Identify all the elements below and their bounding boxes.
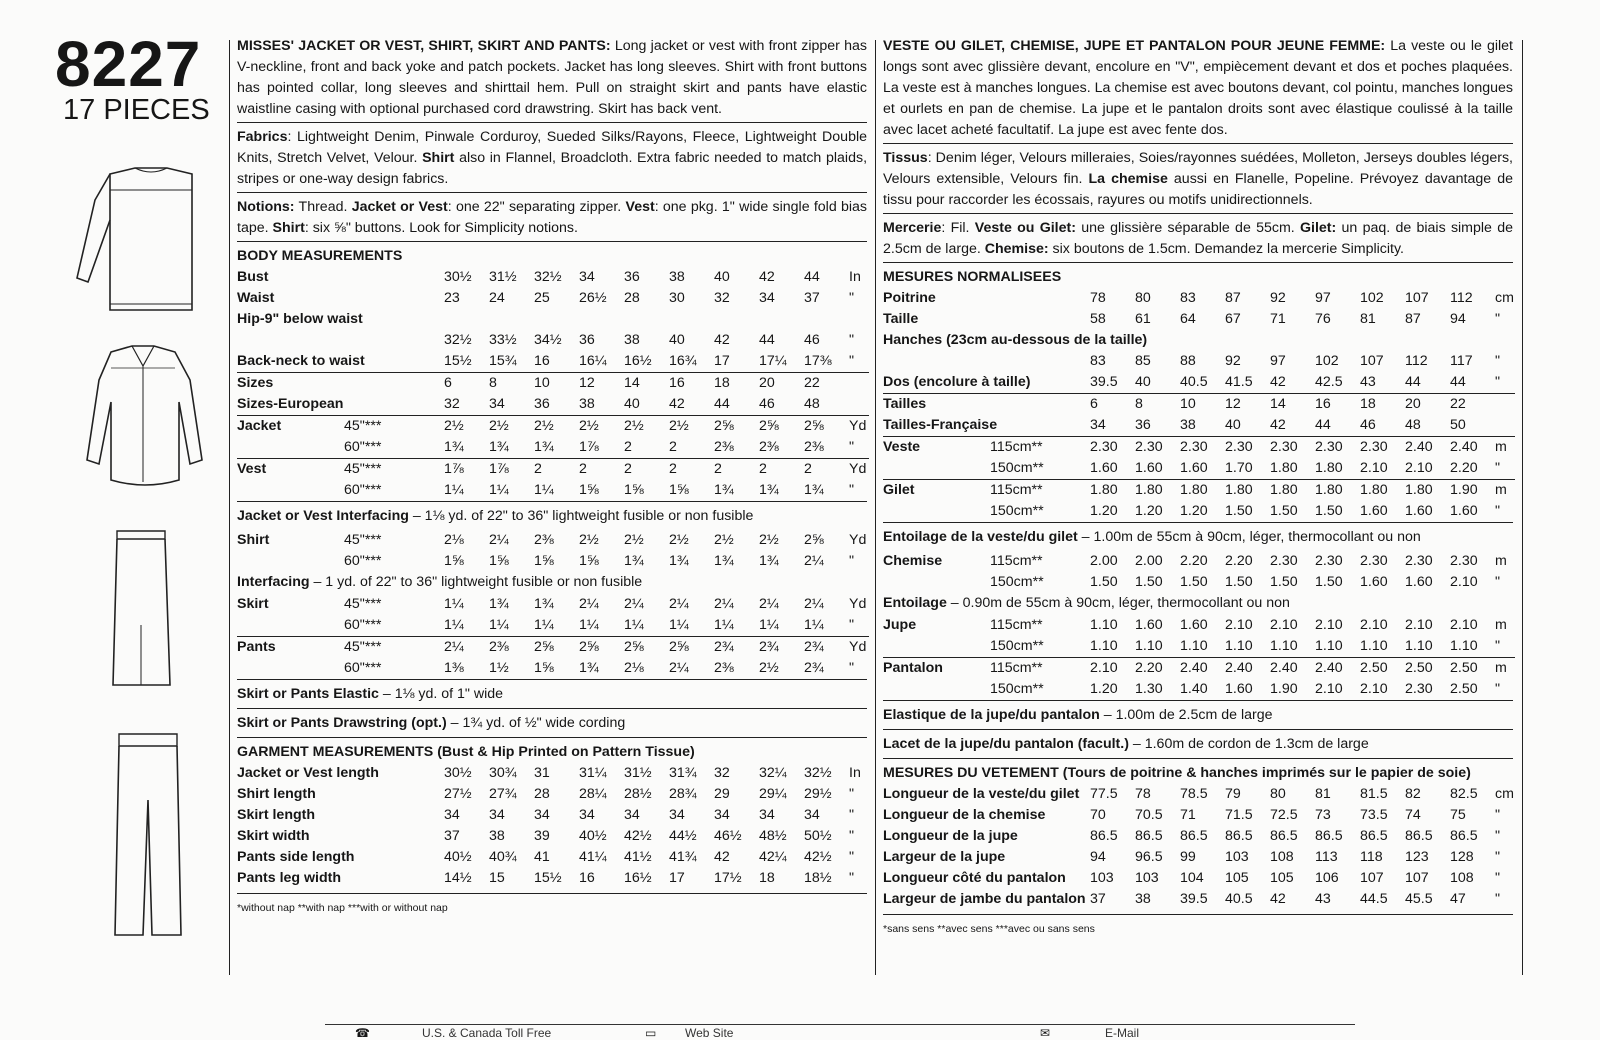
vest-row-b: 150cm** 1.20 1.20 1.20 1.50 1.50 1.50 1.60 1.60 1.60 " [990,503,1501,519]
notions-text-2-fr: une glissière séparable de 55cm. [1075,220,1300,236]
shirtlen-row: Longueur de la chemise 70 70.5 71 71.5 72.5 73 73.5 74 75 " [883,807,1501,823]
description-title-fr: VESTE OU GILET, CHEMISE, JUPE ET PANTALON POUR JEUNE FEMME: [883,38,1386,54]
fabrics-shirt: Shirt [422,150,455,166]
middle-rule [875,40,876,975]
description-fr [883,36,1513,144]
body-heading: BODY MEASUREMENTS [237,241,867,267]
waist-row: Taille 58 61 64 67 71 76 81 87 94 " [883,311,1501,327]
notions-text-4: : six ⅝" buttons. Look for Simplicity notions. [304,220,578,236]
english-column [237,36,867,919]
pants-row-b: 60"*** 1⅜ 1½ 1⅝ 1¾ 2⅛ 2¼ 2⅜ 2½ 2¾ " [344,660,855,676]
skirt-sketch [55,525,225,695]
fabrics-fr [883,148,1513,214]
skirtw-row: Skirt width 37 38 39 40½ 42½ 44½ 46½ 48½ 50½ " [237,828,855,844]
skirt-pants-table [237,594,869,679]
fabrics-en [237,127,867,193]
body-and-yardage-table [237,267,869,501]
tollfree-label: U.S. & Canada Toll Free [422,1026,552,1040]
hip-row: 32½ 33½ 34½ 36 38 40 42 44 46 " [444,332,855,348]
pants-row-a: Pantalon 115cm** 2.10 2.20 2.40 2.40 2.40 2.40 2.50 2.50 2.50 m [883,658,1515,680]
vest-row-b: 60"*** 1¼ 1¼ 1¼ 1⅝ 1⅝ 1⅝ 1¾ 1¾ 1¾ " [344,482,855,498]
pants-row-a: Pants 45"*** 2¼ 2⅜ 2⅝ 2⅝ 2⅝ 2⅝ 2¾ 2¾ 2¾ Yd [237,637,869,659]
notions-jv: Jacket or Vest [351,199,448,215]
computer-icon: ▭ [645,1026,657,1040]
jacket-row-a: Veste 115cm** 2.30 2.30 2.30 2.30 2.30 2.30 2.30 2.40 2.40 m [883,437,1515,459]
fabrics-label-fr: Tissus [883,150,928,166]
description-title: MISSES' JACKET OR VEST, SHIRT, SKIRT AND PANTS: [237,38,611,54]
garment-table [883,784,1515,910]
jacket-row-b: 150cm** 1.60 1.60 1.60 1.70 1.80 1.80 2.10 2.10 2.20 " [990,460,1501,476]
pside-row: Pants side length 40½ 40¾ 41 41¼ 41½ 41¾ 42 42¼ 42½ " [237,849,855,865]
jacket-row-a: Jacket 45"*** 2½ 2½ 2½ 2½ 2½ 2½ 2⅝ 2⅝ 2⅝ Yd [237,416,869,438]
footnote: *sans sens **avec sens ***avec ou sans sens [883,914,1513,940]
shirt-row-b: 60"*** 1⅝ 1⅝ 1⅝ 1⅝ 1¾ 1¾ 1¾ 1¾ 2¼ " [344,553,855,569]
notions-text-2: : one 22" separating zipper. [447,199,626,215]
pattern-number: 8227 [55,28,202,100]
notions-text-3-fr: un paq. de biais simple de 2.5cm de large. [883,220,1513,257]
notions-text: Thread. [294,199,352,215]
description-body: Long jacket or vest with front zipper has V-neckline, front and back yoke and patch pockets. Jacket has long sleeves. Shirt with front buttons has pointed collar, long sleeves and shirttail hem. Pull on straight skirt and pants have elastic waistline casing with optional purchased cord drawstring. Skirt has back vent. [237,38,867,117]
skirt-row-a: Jupe 115cm** 1.10 1.60 1.60 2.10 2.10 2.10 2.10 2.10 2.10 m [883,617,1507,633]
skirt-pants-table [883,615,1515,700]
fabrics-text-2-fr: aussi en Flanelle, Popeline. Prévoyez davantage de tissu pour raccorder les écossais, rayures ou motifs unidirectionnels. [883,171,1513,208]
notions-shirt-fr: Chemise: [984,241,1049,257]
description-en [237,36,867,123]
elastic-line: Elastique de la jupe/du pantalon – 1.00m de 2.5cm de large [883,700,1513,729]
description-body-fr: La veste ou le gilet longs sont avec glissière devant, encolure en "V", empiècement devant et dos et poches plaquées. La veste est à manches longues. La chemise est avec boutons devant, col pointu, manches longues et ourlets en pan de chemise. La jupe et le pantalon droits sont avec élastique coulissé à la taille avec lacet acheté facultatif. La jupe est avec fente dos. [883,38,1513,138]
notions-text-4-fr: six boutons de 1.5cm. Demandez la mercerie Simplicity. [1048,241,1404,257]
drawstring-line: Skirt or Pants Drawstring (opt.) – 1¾ yd. of ½" wide cording [237,708,867,737]
footnote: *without nap **with nap ***with or without nap [237,893,867,919]
sizes-eu-row: Sizes-European 32 34 36 38 40 42 44 46 48 [237,396,820,412]
email-label: E-Mail [1105,1026,1140,1040]
notions-vest: Vest [625,199,655,215]
skirt-row-b: 60"*** 1¼ 1¼ 1¼ 1¼ 1¼ 1¼ 1¼ 1¼ 1¼ " [344,617,855,633]
notions-en [237,197,867,241]
jv-interfacing-line: Entoilage de la veste/du gilet – 1.00m de 55cm à 90cm, léger, thermocollant ou non [883,522,1513,551]
garment-heading: GARMENT MEASUREMENTS (Bust & Hip Printed on Pattern Tissue) [237,737,867,763]
notions-vest-fr: Gilet: [1300,220,1337,236]
notions-text-3: : one pkg. 1" wide single fold bias tape. [237,199,867,236]
pants-row-b: 150cm** 1.20 1.30 1.40 1.60 1.90 2.10 2.10 2.30 2.50 " [990,681,1501,697]
jvlen-row: Jacket or Vest length 30½ 30¾ 31 31¼ 31½ 31¾ 32 32¼ 32½ In [237,765,861,781]
fabrics-shirt-fr: La chemise [1088,171,1168,187]
envelope-icon: ✉ [1040,1026,1051,1040]
shirt-sketch [55,340,225,500]
pleg-row: Largeur de jambe du pantalon 37 38 39.5 40.5 42 43 44.5 45.5 47 " [883,891,1501,907]
shirt-row-a: Shirt 45"*** 2⅛ 2¼ 2⅜ 2½ 2½ 2½ 2½ 2½ 2⅝ Yd [237,532,867,548]
hip-row: 83 85 88 92 97 102 107 112 117 " [1090,353,1501,369]
pleg-row: Pants leg width 14½ 15 15½ 16 16½ 17 17½ 18 18½ " [237,870,855,886]
sizes-row: Tailles 6 8 10 12 14 16 18 20 22 [883,394,1515,416]
skirtw-row: Largeur de la jupe 94 96.5 99 103 108 113 118 123 128 " [883,849,1501,865]
notions-text-fr: : Fil. [941,220,975,236]
shirt-row-b: 150cm** 1.50 1.50 1.50 1.50 1.50 1.50 1.60 1.60 2.10 " [990,574,1501,590]
back-row: Back-neck to waist 15½ 15¾ 16 16¼ 16½ 16¾ 17 17¼ 17⅜ " [237,353,855,369]
notions-label: Notions: [237,199,295,215]
vest-row-a: Gilet 115cm** 1.80 1.80 1.80 1.80 1.80 1.80 1.80 1.80 1.90 m [883,480,1515,502]
sizes-row: Sizes 6 8 10 12 14 16 18 20 22 [237,373,869,395]
garment-table [237,763,869,889]
shirtlen-row: Shirt length 27½ 27¾ 28 28¼ 28½ 28¾ 29 29¼ 29½ " [237,786,855,802]
elastic-line: Skirt or Pants Elastic – 1⅛ yd. of 1" wide [237,679,867,708]
vest-row-a: Vest 45"*** 1⅞ 1⅞ 2 2 2 2 2 2 2 Yd [237,459,869,481]
fabrics-text-fr: : Denim léger, Velours milleraies, Soies/rayonnes suédées, Molleton, Jerseys doubles légers, Velours extensible, Velours fin. [883,150,1513,187]
fabrics-text-2: also in Flannel, Broadcloth. Extra fabric needed to match plaids, stripes or one-way design fabrics. [237,150,868,187]
interfacing-line: Interfacing – 1 yd. of 22" to 36" lightweight fusible or non fusible [237,574,643,590]
pside-row: Longueur côté du pantalon 103 103 104 105 105 106 107 107 108 " [883,870,1501,886]
bust-row: Poitrine 78 80 83 87 92 97 102 107 112 cm [883,290,1514,306]
sizes-eu-row: Tailles-Française 34 36 38 40 42 44 46 48 50 [883,417,1466,433]
hip-label-row: Hip-9" below waist [237,311,363,327]
left-rule [229,40,230,975]
phone-icon: ☎ [355,1026,370,1040]
notions-label-fr: Mercerie [883,220,942,236]
body-and-yardage-table [883,288,1515,522]
jacket-row-b: 60"*** 1¾ 1¾ 1¾ 1⅞ 2 2 2⅜ 2⅜ 2⅜ " [344,439,855,455]
website-label: Web Site [685,1026,734,1040]
waist-row: Waist 23 24 25 26½ 28 30 32 34 37 " [237,290,855,306]
garment-heading: MESURES DU VETEMENT (Tours de poitrine & hanches imprimés sur le papier de soie) [883,758,1513,784]
skirtlen-row: Longueur de la jupe 86.5 86.5 86.5 86.5 86.5 86.5 86.5 86.5 86.5 " [883,828,1501,844]
back-row: Dos (encolure à taille) 39.5 40 40.5 41.5 42 42.5 43 44 44 " [883,374,1501,390]
body-heading: MESURES NORMALISEES [883,262,1513,288]
shirt-table [883,551,1515,593]
shirt-row-a: Chemise 115cm** 2.00 2.00 2.20 2.20 2.30 2.30 2.30 2.30 2.30 m [883,553,1507,569]
pattern-pieces: 17 PIECES [63,94,210,126]
notions-jv-fr: Veste ou Gilet: [974,220,1076,236]
jv-interfacing-line: Jacket or Vest Interfacing – 1⅛ yd. of 22" to 36" lightweight fusible or non fusible [237,501,867,530]
skirt-row-b: 150cm** 1.10 1.10 1.10 1.10 1.10 1.10 1.10 1.10 1.10 " [990,638,1501,654]
jacket-sketch [55,160,225,320]
skirtlen-row: Skirt length 34 34 34 34 34 34 34 34 34 " [237,807,855,823]
fabrics-label: Fabrics [237,129,288,145]
pants-sketch [55,730,225,945]
skirt-row-a: Skirt 45"*** 1¼ 1¾ 1¾ 2¼ 2¼ 2¼ 2¼ 2¼ 2¼ Yd [237,596,867,612]
bust-row: Bust 30½ 31½ 32½ 34 36 38 40 42 44 In [237,269,861,285]
jvlen-row: Longueur de la veste/du gilet 77.5 78 78.5 79 80 81 81.5 82 82.5 cm [883,786,1514,802]
hip-label-row: Hanches (23cm au-dessous de la taille) [883,332,1148,348]
french-column [883,36,1513,940]
notions-shirt: Shirt [272,220,305,236]
drawstring-line: Lacet de la jupe/du pantalon (facult.) – 1.60m de cordon de 1.3cm de large [883,729,1513,758]
notions-fr [883,218,1513,262]
interfacing-line: Entoilage – 0.90m de 55cm à 90cm, léger, thermocollant ou non [883,595,1290,611]
fabrics-text: : Lightweight Denim, Pinwale Corduroy, Sueded Silks/Rayons, Fleece, Lightweight Double Knits, Stretch Velvet, Velour. [237,129,867,166]
shirt-table [237,530,869,572]
right-rule [1522,40,1523,975]
